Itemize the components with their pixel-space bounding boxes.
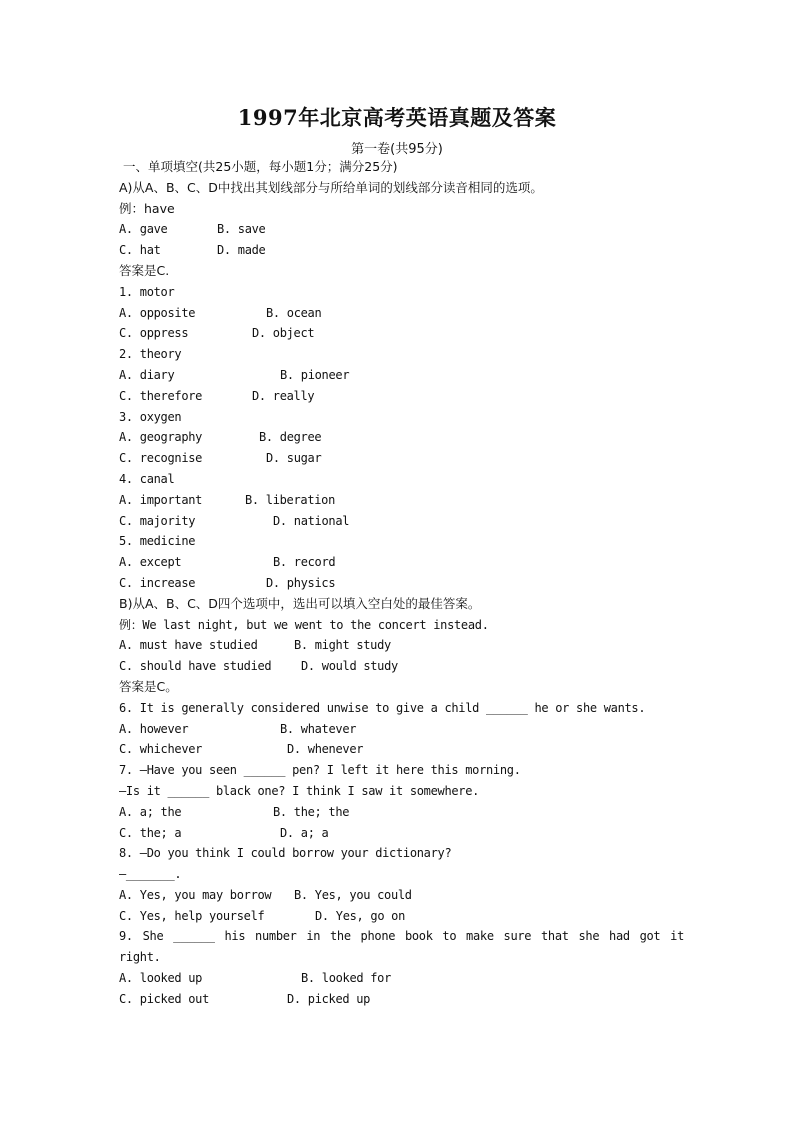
option-c: C. oppress [119,326,189,341]
option-b: B. whatever [280,721,357,736]
part-b-instruction: B)从A、B、C、D四个选项中，选出可以填入空白处的最佳答案。 [119,595,481,611]
option-d: D. object [252,326,315,341]
option-a: A. a; the [119,804,182,819]
option-row [119,573,684,594]
option-row [119,386,684,407]
option-row [119,448,684,469]
option-d: D. would study [301,659,398,674]
option-a: A. looked up [119,971,203,986]
option-d: D. sugar [266,451,322,466]
question-7: 7. —Have you seen ______ pen? I left it here this morning. [119,763,521,778]
option-a: A. opposite [119,305,196,320]
option-d: D. national [273,513,350,528]
option-c: C. picked out [119,991,210,1006]
option-b: B. liberation [245,492,336,507]
option-c: C. majority [119,513,196,528]
option-b: B. Yes, you could [294,887,412,902]
option-a: A. important [119,492,203,507]
option-c: C. should have studied [119,659,272,674]
option-c: C. hat [119,243,161,258]
option-b: B. degree [259,430,322,445]
option-b: B. pioneer [280,367,350,382]
question-8: 8. —Do you think I could borrow your dictionary? [119,846,452,861]
option-c: C. whichever [119,742,203,757]
option-row [119,885,684,906]
option-row [119,427,684,448]
option-b: B. save [217,222,266,237]
question-8-reply: —_______. [119,867,182,882]
option-c: C. the; a [119,825,182,840]
option-d: D. picked up [287,991,371,1006]
option-a: A. except [119,555,182,570]
question-4: 4. canal [119,471,175,486]
question-2: 2. theory [119,347,182,362]
option-row [119,906,684,927]
example-word: 例：have [119,200,175,216]
option-d: D. whenever [287,742,364,757]
question-3: 3. oxygen [119,409,182,424]
question-7-reply: —Is it ______ black one? I think I saw it somewhere. [119,783,480,798]
option-row [119,802,684,823]
option-c: C. recognise [119,451,203,466]
option-row [119,552,684,573]
option-a: A. gave [119,222,168,237]
option-b: B. looked for [301,971,392,986]
example-answer: 答案是C。 [119,678,178,694]
option-row [119,656,684,677]
option-d: D. a; a [280,825,329,840]
option-row [119,365,684,386]
question-6: 6. It is generally considered unwise to give a child ______ he or she wants. [119,700,646,715]
option-c: C. increase [119,575,196,590]
option-b: B. record [273,555,336,570]
option-b: B. ocean [266,305,322,320]
option-row [119,323,684,344]
option-a: A. diary [119,367,175,382]
option-c: C. therefore [119,388,203,403]
option-row [119,240,684,261]
example-answer: 答案是C. [119,262,170,278]
option-row [119,219,684,240]
option-row [119,635,684,656]
option-b: B. might study [294,638,391,653]
option-a: A. however [119,721,189,736]
option-a: A. geography [119,430,203,445]
section-heading: 一、单项填空(共25小题，每小题1分；满分25分) [123,159,398,174]
part-a-instruction: A)从A、B、C、D中找出其划线部分与所给单词的划线部分读音相同的选项。 [119,179,543,195]
option-row [119,823,684,844]
example-sentence: 例：We last night, but we went to the concert instead. [119,617,489,632]
option-a: A. Yes, you may borrow [119,887,272,902]
option-d: D. made [217,243,266,258]
option-row [119,739,684,760]
question-9-continued: right. [119,950,161,965]
option-row [119,968,684,989]
option-d: D. Yes, go on [315,908,406,923]
question-9: 9. She ______ his number in the phone book to make sure that she had got it [119,929,684,944]
question-1: 1. motor [119,284,175,299]
question-5: 5. medicine [119,534,196,549]
exam-body [119,157,684,1010]
option-row [119,303,684,324]
option-row [119,989,684,1010]
paper-subtitle: 第一卷(共95分) [351,142,443,157]
option-a: A. must have studied [119,638,258,653]
option-row [119,511,684,532]
option-d: D. physics [266,575,336,590]
option-b: B. the; the [273,804,350,819]
option-row [119,719,684,740]
option-d: D. really [252,388,315,403]
option-c: C. Yes, help yourself [119,908,265,923]
option-row [119,490,684,511]
page-title: 1997年北京高考英语真题及答案 [237,105,557,130]
